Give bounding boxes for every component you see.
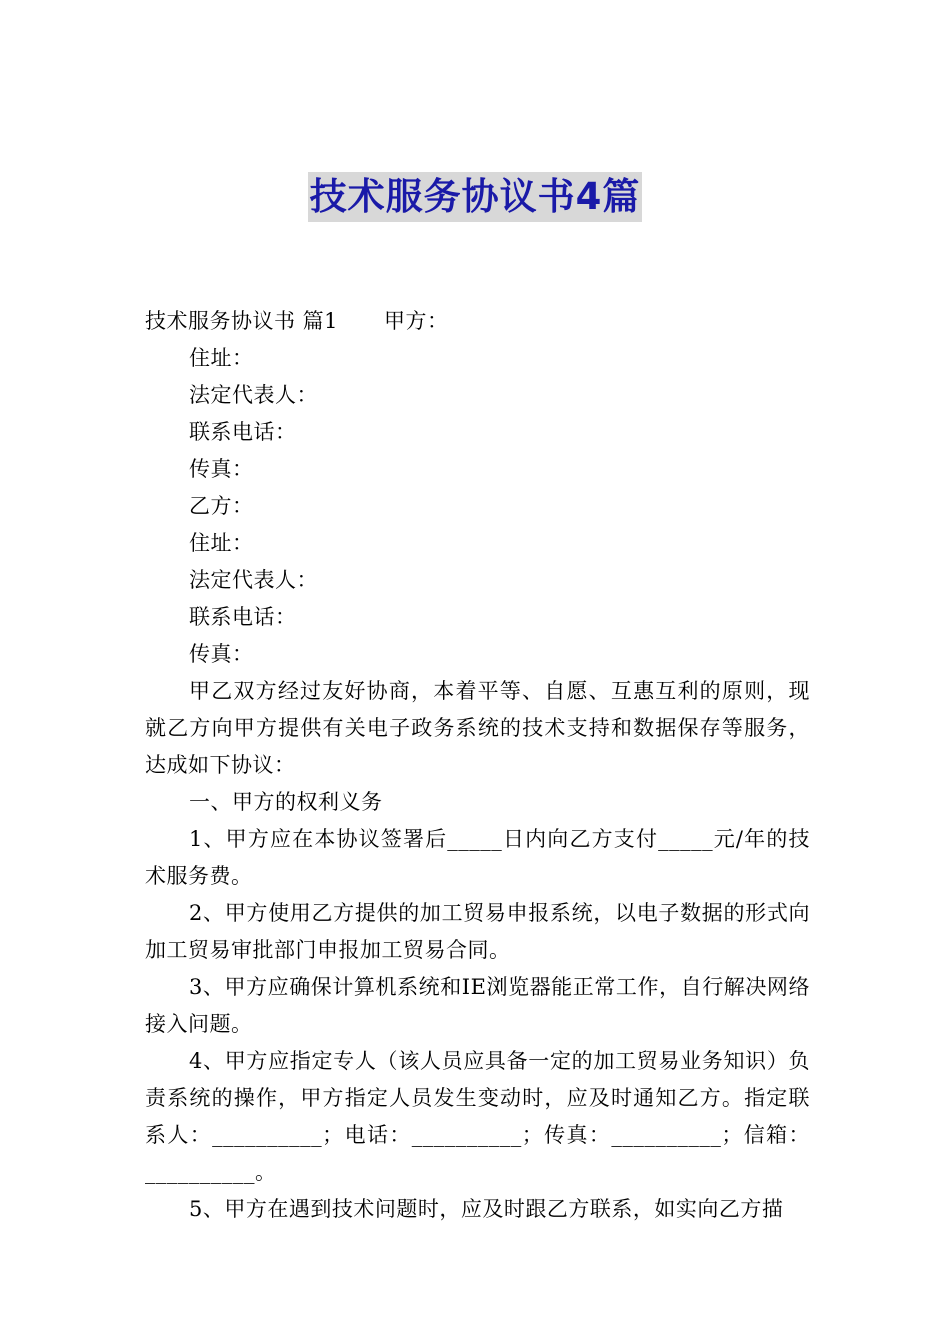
party-a-representative: 法定代表人：: [189, 383, 318, 407]
party-b-phone: 联系电话：: [189, 605, 297, 629]
party-a-label: 甲方：: [384, 309, 449, 333]
clause-5: 5、甲方在遇到技术问题时，应及时跟乙方联系，如实向乙方描: [189, 1197, 784, 1221]
party-b-label: 乙方：: [189, 494, 254, 518]
party-b-representative: 法定代表人：: [189, 568, 318, 592]
document-title: 技术服务协议书4篇: [308, 172, 643, 222]
title-container: [0, 172, 950, 222]
clause-2: 2、甲方使用乙方提供的加工贸易申报系统，以电子数据的形式向加工贸易审批部门申报加工贸易合同。: [145, 901, 810, 962]
party-b-address: 住址：: [189, 531, 254, 555]
section-heading: 技术服务协议书 篇1: [145, 309, 339, 333]
clause-3: 3、甲方应确保计算机系统和IE浏览器能正常工作，自行解决网络接入问题。: [145, 975, 810, 1036]
intro-paragraph: 甲乙双方经过友好协商，本着平等、自愿、互惠互利的原则，现就乙方向甲方提供有关电子政务系统的技术支持和数据保存等服务，达成如下协议：: [145, 679, 810, 777]
section-one-heading: 一、甲方的权利义务: [189, 790, 383, 814]
clause-4: 4、甲方应指定专人（该人员应具备一定的加工贸易业务知识）负责系统的操作，甲方指定人员发生变动时，应及时通知乙方。指定联系人：__________；电话：__________；传真：__________；信箱：__________。: [145, 1049, 810, 1184]
party-a-fax: 传真：: [189, 457, 254, 481]
clause-1: 1、甲方应在本协议签署后_____日内向乙方支付_____元/年的技术服务费。: [145, 827, 810, 888]
section-heading-line: [145, 303, 810, 340]
party-b-fax: 传真：: [189, 642, 254, 666]
document-body: [145, 303, 810, 1228]
party-a-phone: 联系电话：: [189, 420, 297, 444]
party-a-address: 住址：: [189, 346, 254, 370]
